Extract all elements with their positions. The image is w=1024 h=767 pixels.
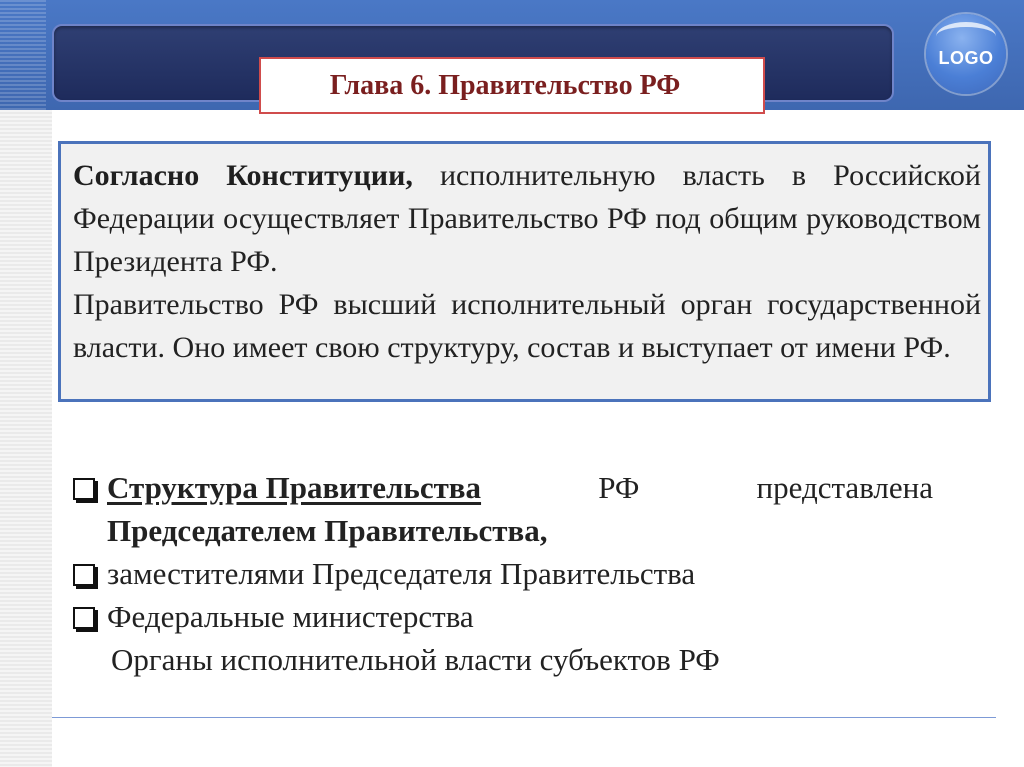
logo — [926, 14, 1006, 94]
checkbox-icon — [73, 478, 95, 500]
page-title: Глава 6. Правительство РФ — [329, 69, 681, 101]
checkbox-icon — [73, 564, 95, 586]
main-text-panel — [58, 141, 991, 402]
bullet-item-1-text — [107, 466, 933, 552]
bottom-divider — [52, 717, 996, 718]
bullet-list — [73, 466, 933, 681]
bullet-item-2-text: заместителями Председателя Правительства — [107, 556, 696, 591]
left-stripes — [0, 110, 52, 767]
logo-text: LOGO — [938, 47, 994, 68]
bullet-item-1-presented: представлена — [756, 470, 933, 505]
bullet-item-2 — [73, 552, 933, 595]
main-text — [73, 154, 981, 369]
bullet-item-4 — [111, 638, 933, 681]
bullet-item-3 — [73, 595, 933, 638]
bullet-item-1-line-2: Председателем Правительства, — [107, 513, 548, 548]
paragraph-1-lead: Согласно Конституции, — [73, 159, 413, 192]
title-box — [259, 57, 765, 114]
bullet-item-1 — [73, 466, 933, 552]
paragraph-2: Правительство РФ высший исполнительный орган государственной власти. Оно имеет свою структуру, состав и выступает от имени РФ. — [73, 288, 981, 364]
corner-stripes — [0, 0, 46, 110]
checkbox-icon — [73, 607, 95, 629]
bullet-item-1-rf: РФ — [598, 470, 640, 505]
paragraph-1 — [73, 154, 981, 283]
paragraph-1-rest: исполнительную власть в Российской Федерации осуществляет Правительство РФ под общим руководством Президента РФ. — [73, 159, 981, 278]
bullet-item-4-text: Органы исполнительной власти субъектов РФ — [111, 642, 720, 677]
bullet-item-3-text: Федеральные министерства — [107, 599, 474, 634]
bullet-item-1-structure: Структура Правительства — [107, 470, 482, 505]
bullet-item-1-line-1 — [107, 466, 933, 509]
